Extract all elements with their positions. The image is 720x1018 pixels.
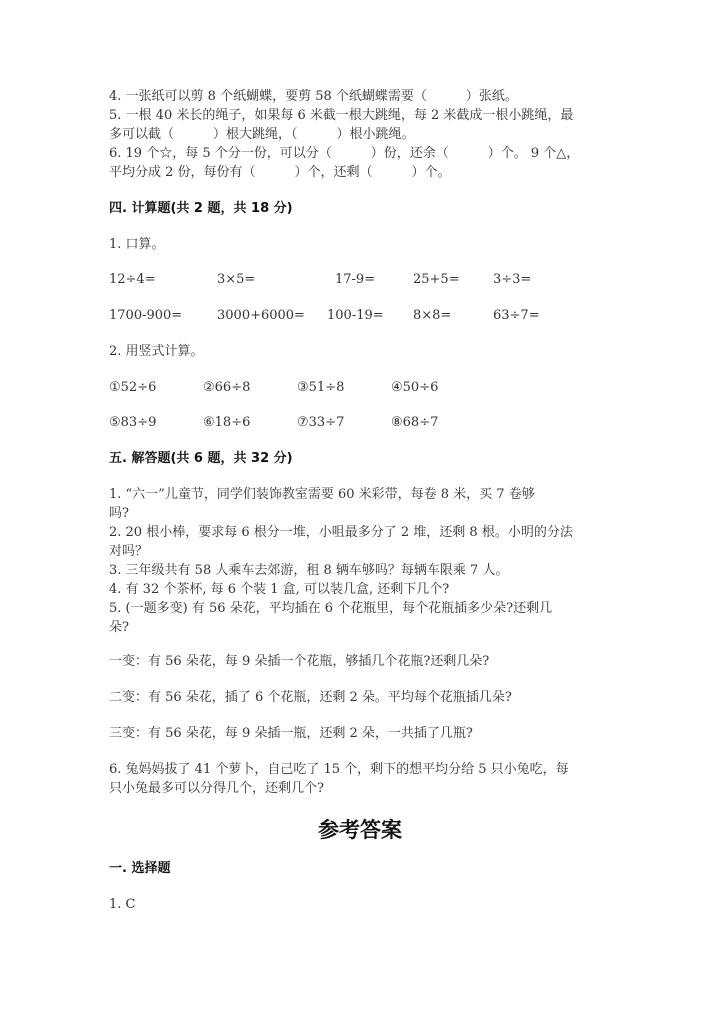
answer-1: 1. C xyxy=(109,897,136,912)
word-problem-3: 3. 三年级共有 58 人乘车去郊游，租 8 辆车够吗？每辆车限乘 7 人。 xyxy=(109,563,509,578)
problem: ①52÷6 xyxy=(109,380,157,395)
variant-3: 三变：有 56 朵花，每 9 朵插一瓶，还剩 2 朵，一共插了几瓶? xyxy=(109,726,473,741)
problem: ②66÷8 xyxy=(203,380,251,395)
word-problem-6-line-2: 只小兔最多可以分得几个，还剩几个? xyxy=(109,781,324,796)
problem: ④50÷6 xyxy=(391,380,439,395)
word-problem-2-line-1: 2. 20 根小棒，要求每 6 根分一堆，小咀最多分了 2 堆，还剩 8 根。小明的分法 xyxy=(109,525,573,540)
word-problem-5-line-2: 朵? xyxy=(109,620,129,635)
answers-title: 参考答案 xyxy=(318,818,402,842)
variant-2: 二变：有 56 朵花，插了 6 个花瓶，还剩 2 朵。平均每个花瓶插几朵? xyxy=(109,690,512,705)
problem: 63÷7= xyxy=(493,308,540,323)
question-6-line-2: 平均分成 2 份，每份有（ ）个，还剩（ ）个。 xyxy=(109,165,451,180)
section-4-heading: 四. 计算题(共 2 题，共 18 分) xyxy=(109,201,293,216)
question-5-line-2: 多可以截（ ）根大跳绳，（ ）根小跳绳。 xyxy=(109,127,415,142)
problem: 8×8= xyxy=(413,308,452,323)
vertical-calc-label: 2. 用竖式计算。 xyxy=(109,344,204,359)
question-5-line-1: 5. 一根 40 米长的绳子，如果每 6 米截一根大跳绳，每 2 米截成一根小跳绳，最 xyxy=(109,108,574,123)
word-problem-5-line-1: 5. (一题多变) 有 56 朵花，平均插在 6 个花瓶里，每个花瓶插多少朵?还剩几 xyxy=(109,601,553,616)
question-6-line-1: 6. 19 个☆，每 5 个分一份，可以分（ ）份，还余（ ）个。 9 个△， xyxy=(109,146,580,161)
problem: ⑥18÷6 xyxy=(203,415,251,430)
word-problem-1-line-2: 吗? xyxy=(109,506,129,521)
problem: ⑤83÷9 xyxy=(109,415,157,430)
problem: 3×5= xyxy=(217,272,256,287)
word-problem-2-line-2: 对吗？ xyxy=(109,544,149,559)
problem: ⑦33÷7 xyxy=(297,415,345,430)
problem: 3000+6000= xyxy=(217,308,305,323)
problem: 3÷3= xyxy=(493,272,532,287)
word-problem-6-line-1: 6. 兔妈妈拔了 41 个萝卜，自己吃了 15 个，剩下的想平均分给 5 只小兔吃，每 xyxy=(109,762,569,777)
problem: 25+5= xyxy=(413,272,460,287)
mental-math-label: 1. 口算。 xyxy=(109,237,165,252)
problem: 17-9= xyxy=(335,272,376,287)
problem: ③51÷8 xyxy=(297,380,345,395)
word-problem-1-line-1: 1. “六一”儿童节，同学们装饰教室需要 60 米彩带，每卷 8 米，买 7 卷够 xyxy=(109,487,535,502)
problem: ⑧68÷7 xyxy=(391,415,439,430)
question-4: 4. 一张纸可以剪 8 个纸蝴蝶，要剪 58 个纸蝴蝶需要（ ）张纸。 xyxy=(109,89,518,104)
word-problem-4: 4. 有 32 个茶杯, 每 6 个装 1 盒, 可以装几盒, 还剩下几个? xyxy=(109,582,450,597)
problem: 100-19= xyxy=(327,308,384,323)
problem: 12÷4= xyxy=(109,272,156,287)
section-5-heading: 五. 解答题(共 6 题，共 32 分) xyxy=(109,451,293,466)
problem: 1700-900= xyxy=(109,308,183,323)
answers-section-1-heading: 一. 选择题 xyxy=(109,861,171,876)
variant-1: 一变：有 56 朵花，每 9 朵插一个花瓶，够插几个花瓶?还剩几朵? xyxy=(109,654,490,669)
